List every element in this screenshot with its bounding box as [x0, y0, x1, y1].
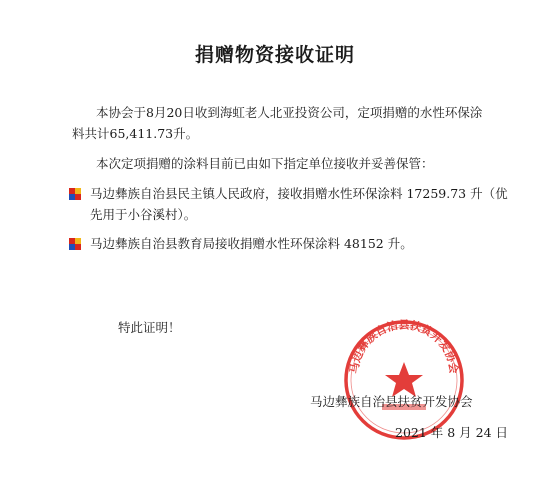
signature-date: 2021 年 8 月 24 日	[395, 425, 509, 440]
list-item-text: 马边彝族自治县教育局接收捐赠水性环保涂料 48152 升。	[90, 236, 413, 251]
paragraph-recipients-intro: 本次定项捐赠的涂料目前已由如下指定单位接收并妥善保管：	[96, 156, 434, 171]
list-item-text: 马边彝族自治县民主镇人民政府，接收捐赠水性环保涂料 17259.73 升（优先用于小谷溪村）。	[90, 186, 508, 222]
four-color-square-bullet-icon	[69, 238, 81, 250]
document-title: 捐赠物资接收证明	[194, 44, 355, 66]
paragraph-receipt: 本协会于8月20日收到海虹老人北亚投资公司，定项捐赠的水性环保涂料共计65,411.73升。	[72, 105, 483, 141]
list-item	[72, 183, 512, 225]
four-color-square-bullet-icon	[69, 188, 81, 200]
signature-organization: 马边彝族自治县扶贫开发协会	[310, 394, 473, 409]
svg-text:马边彝族自治县扶贫开发协会: 马边彝族自治县扶贫开发协会	[347, 318, 461, 375]
proof-statement: 特此证明！	[118, 320, 181, 335]
list-item	[72, 233, 512, 254]
